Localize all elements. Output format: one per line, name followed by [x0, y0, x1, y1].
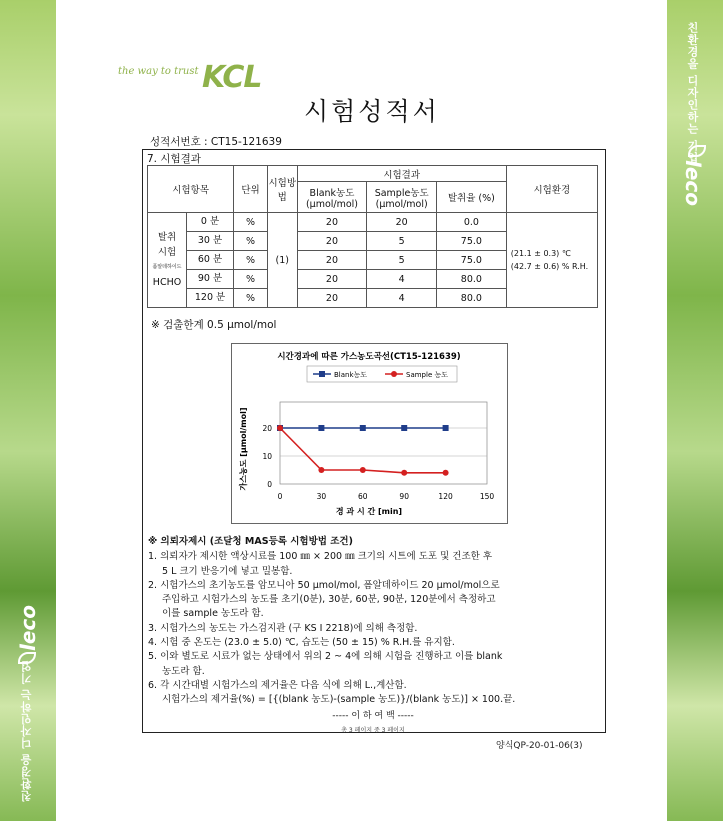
unit-cell: % — [234, 251, 268, 270]
time-cell: 120 분 — [194, 292, 226, 303]
x-tick-label: 30 — [316, 492, 327, 501]
y-tick-label: 20 — [262, 424, 272, 433]
document-page — [56, 0, 667, 821]
note-line: 4. 시험 중 온도는 (23.0 ± 5.0) ℃, 습도는 (50 ± 15) % R.H.를 유지함. — [148, 637, 455, 649]
gas-concentration-chart — [231, 343, 508, 524]
removal-cell: 0.0 — [437, 213, 507, 232]
left-decorative-band — [0, 0, 56, 821]
header-env: 시험환경 — [506, 166, 597, 213]
data-point — [318, 425, 324, 431]
detection-limit: ※ 검출한계 0.5 μmol/mol — [151, 319, 277, 331]
time-cell: 0 분 — [187, 213, 233, 232]
legend-marker — [391, 371, 397, 377]
x-tick-label: 150 — [479, 492, 495, 501]
note-line: 시험가스의 제거율(%) = [{(blank 농도)-(sample 농도)}/(blank 농도)] × 100.끝. — [162, 694, 516, 706]
note-line: 주입하고 시험가스의 농도를 초기(0분), 30분, 60분, 90분, 120분에서 측정하고 — [162, 594, 496, 606]
end-mark: ----- 이 하 여 백 ----- — [332, 710, 414, 721]
test-item-cell — [148, 213, 234, 308]
header-method: 시험방법 — [267, 166, 297, 213]
unit-cell: % — [234, 289, 268, 308]
note-line: 농도라 함. — [162, 665, 205, 677]
data-point — [318, 467, 324, 473]
data-point — [401, 425, 407, 431]
data-point — [360, 467, 366, 473]
removal-cell: 75.0 — [437, 232, 507, 251]
side-slogan: 친환경을 디자인하는 기업 — [20, 660, 33, 802]
note-line: 1. 의뢰자가 제시한 액상시료를 100 ㎜ × 200 ㎜ 크기의 시트에 도포 및 건조한 후 — [148, 551, 492, 563]
x-axis-label: 경 과 시 간 [min] — [335, 507, 403, 516]
leco-logo: leco — [681, 160, 705, 207]
time-cell: 90 분 — [187, 270, 233, 289]
notes-heading: ※ 의뢰자제시 (조달청 MAS등록 시험방법 조건) — [148, 536, 353, 547]
header-item: 시험항목 — [148, 166, 234, 213]
leco-logo: leco — [16, 605, 40, 652]
section-title: 7. 시험결과 — [147, 153, 201, 165]
y-axis-label: 가스농도 [μmol/mol] — [239, 407, 248, 491]
notes-section — [148, 535, 598, 738]
blank-cell: 20 — [297, 289, 367, 308]
blank-cell: 20 — [297, 213, 367, 232]
header-unit: 단위 — [234, 166, 268, 213]
side-slogan: 친환경을 디자인하는 기업 — [686, 22, 699, 164]
legend-marker — [319, 371, 325, 377]
x-tick-label: 60 — [358, 492, 368, 501]
env-cell: (21.1 ± 0.3) ℃ (42.7 ± 0.6) % R.H. — [506, 213, 597, 308]
page-title: 시험성적서 — [304, 97, 440, 126]
data-point — [443, 425, 449, 431]
legend-label: Blank농도 — [334, 371, 368, 379]
y-tick-label: 0 — [267, 480, 272, 489]
certificate-number: 성적서번호 : CT15-121639 — [150, 136, 282, 148]
data-point — [277, 425, 283, 431]
y-tick-label: 10 — [262, 452, 272, 461]
item-name: 탈취 시험 폼알데하이드 HCHO — [152, 232, 182, 288]
method-cell: (1) — [267, 213, 297, 308]
data-point — [443, 470, 449, 476]
removal-cell: 75.0 — [437, 251, 507, 270]
note-line: 이를 sample 농도라 함. — [162, 608, 264, 620]
header-removal: 탈취율 (%) — [437, 182, 507, 213]
removal-cell: 80.0 — [437, 289, 507, 308]
sample-cell: 4 — [367, 289, 437, 308]
time-cell: 60 분 — [187, 251, 233, 270]
note-line: 2. 시험가스의 초기농도를 암모니아 50 μmol/mol, 폼알데하이드 20 μmol/mol으로 — [148, 579, 500, 591]
sample-cell: 4 — [367, 270, 437, 289]
header-sample: Sample농도 (μmol/mol) — [367, 182, 437, 213]
legend-label: Sample 농도 — [406, 371, 448, 379]
blank-cell: 20 — [297, 251, 367, 270]
leaf-icon — [688, 145, 706, 157]
kcl-logo: KCL — [202, 60, 262, 95]
form-number: 양식QP-20-01-06(3) — [496, 741, 583, 751]
unit-cell: % — [234, 213, 268, 232]
sample-cell: 5 — [367, 232, 437, 251]
header-blank: Blank농도 (μmol/mol) — [297, 182, 367, 213]
x-tick-label: 120 — [438, 492, 453, 501]
unit-cell: % — [234, 232, 268, 251]
sample-cell: 20 — [367, 213, 437, 232]
removal-cell: 80.0 — [437, 270, 507, 289]
data-point — [360, 425, 366, 431]
x-tick-label: 90 — [399, 492, 409, 501]
page-number: 총 3 페이지 중 3 페이지 — [341, 726, 405, 734]
time-cell: 30 분 — [187, 232, 233, 251]
chart-svg — [232, 344, 507, 523]
unit-cell: % — [234, 270, 268, 289]
note-line: 5. 이와 별도로 시료가 없는 상태에서 위의 2 ~ 4에 의해 시험을 진행하고 이를 blank — [148, 651, 503, 663]
data-point — [401, 470, 407, 476]
x-tick-label: 0 — [277, 492, 283, 501]
results-section — [142, 149, 606, 733]
blank-cell: 20 — [297, 232, 367, 251]
blank-cell: 20 — [297, 270, 367, 289]
header-results: 시험결과 — [297, 166, 506, 182]
chart-title: 시간경과에 따른 가스농도곡선(CT15-121639) — [277, 352, 461, 362]
results-table — [147, 165, 598, 308]
sample-cell: 5 — [367, 251, 437, 270]
note-line: 3. 시험가스의 농도는 가스검지관 (구 KS I 2218)에 의해 측정함. — [148, 622, 418, 634]
right-decorative-band — [667, 0, 723, 821]
note-line: 6. 각 시간대별 시험가스의 제거율은 다음 식에 의해 L.,계산함. — [148, 679, 407, 691]
logo-tagline: the way to trust — [118, 66, 199, 77]
note-line: 5 L 크기 반응기에 넣고 밀봉함. — [162, 565, 293, 577]
